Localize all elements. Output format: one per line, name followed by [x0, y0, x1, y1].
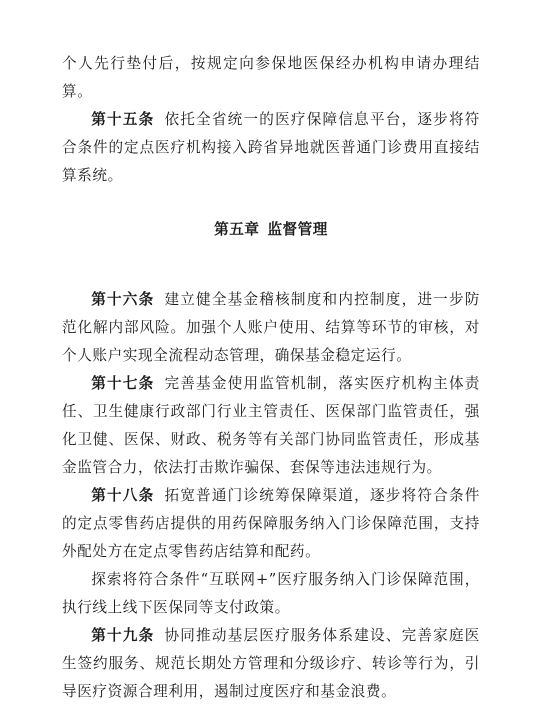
article-text: 协同推动基层医疗服务体系建设、完善家庭医生签约服务、规范长期处方管理和分级诊疗、转诊等行为，引导医疗资源合理利用，遏制过度医疗和基金浪费。 — [62, 627, 480, 700]
article-text: 完善基金使用监管机制，落实医疗机构主体责任、卫生健康行政部门行业主管责任、医保部门监管责任，强化卫健、医保、财政、税务等有关部门协同监管责任，形成基金监管合力，依法打击欺诈骗保、套保等违法违规行为。 — [62, 375, 480, 476]
article-19 — [62, 622, 480, 706]
article-number: 第十九条 — [91, 627, 155, 644]
article-number: 第十七条 — [91, 375, 155, 392]
intro-paragraph: 个人先行垫付后，按规定向参保地医保经办机构申请办理结算。 — [62, 55, 480, 100]
article-text: 依托全省统一的医疗保障信息平台，逐步将符合条件的定点医疗机构接入跨省异地就医普通门诊费用直接结算系统。 — [62, 111, 480, 184]
article-number: 第十六条 — [91, 291, 155, 308]
article-number: 第十八条 — [91, 487, 155, 504]
article-16 — [62, 286, 480, 370]
chapter-heading — [62, 216, 480, 244]
article-number: 第十五条 — [91, 111, 155, 128]
chapter-title: 监督管理 — [267, 221, 328, 238]
chapter-number: 第五章 — [214, 221, 260, 238]
document-page — [62, 50, 480, 706]
plain-paragraph: 探索将符合条件“互联网+”医疗服务纳入门诊保障范围，执行线上线下医保同等支付政策。 — [62, 571, 480, 616]
article-text: 拓宽普通门诊统筹保障渠道，逐步将符合条件的定点零售药店提供的用药保障服务纳入门诊保障范围，支持外配处方在定点零售药店结算和配药。 — [62, 487, 480, 560]
article-text: 建立健全基金稽核制度和内控制度，进一步防范化解内部风险。加强个人账户使用、结算等环节的审核，对个人账户实现全流程动态管理，确保基金稳定运行。 — [62, 291, 480, 364]
article-15 — [62, 106, 480, 190]
article-17 — [62, 370, 480, 482]
article-18 — [62, 482, 480, 566]
